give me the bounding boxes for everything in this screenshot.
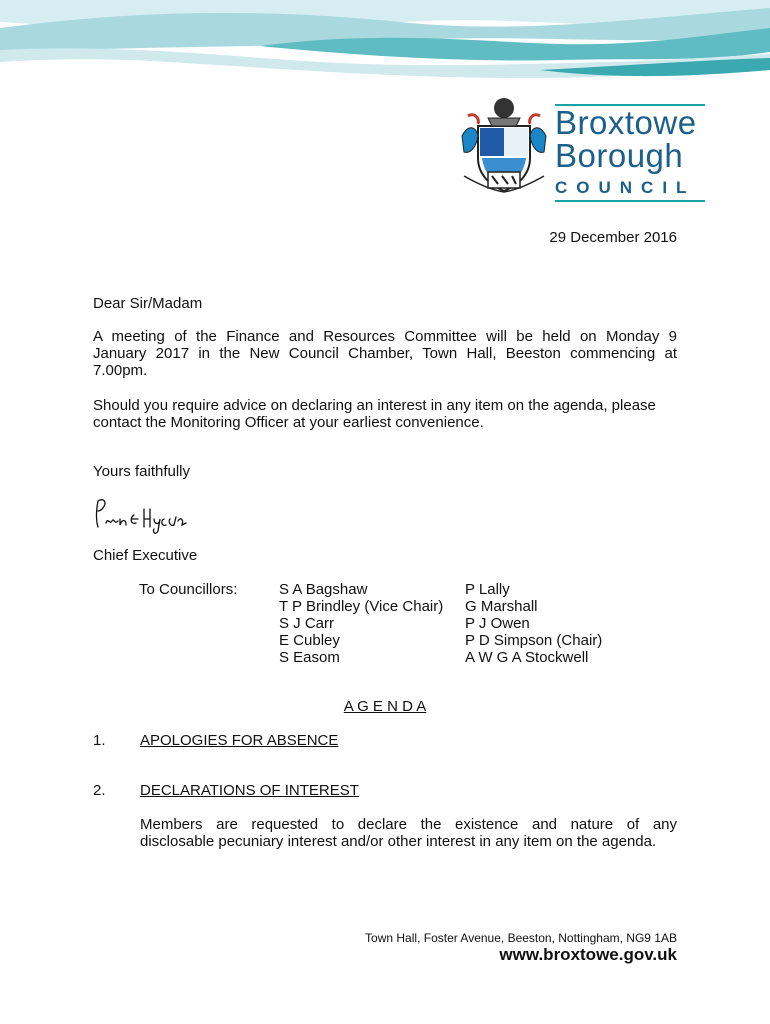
meeting-paragraph-line: January 2017 in the New Council Chamber, Town Hall, Beeston commencing at [93,345,677,362]
logo-word-council: COUNCIL [555,178,705,202]
agenda-heading: A G E N D A [343,698,427,715]
meeting-paragraph-line: A meeting of the Finance and Resources Committee will be held on Monday 9 [93,328,677,345]
councillors-column-1 [279,581,443,666]
coat-of-arms-logo [458,96,550,194]
councillor-name: T P Brindley (Vice Chair) [279,598,444,615]
agenda-item-number: 1. [93,732,106,749]
agenda-item-body-line: disclosable pecuniary interest and/or other interest in any item on the agenda. [140,833,657,850]
footer-website-link[interactable]: www.broxtowe.gov.uk [499,945,677,964]
salutation: Dear Sir/Madam [93,295,203,312]
closing: Yours faithfully [93,463,191,480]
agenda-item-number: 2. [93,782,106,799]
councillor-name: S Easom [279,649,340,666]
signature-image [92,495,190,537]
advice-paragraph-line: contact the Monitoring Officer at your earliest convenience. [93,414,484,431]
logo-word-borough: Borough [555,137,684,174]
meeting-paragraph [93,328,677,379]
councillors-label: To Councillors: [139,581,238,598]
agenda-item-body-line: Members are requested to declare the existence and nature of any [140,816,677,833]
footer-address: Town Hall, Foster Avenue, Beeston, Nottingham, NG9 1AB [365,931,677,945]
signatory-title: Chief Executive [93,547,198,564]
councillor-name: P Lally [465,581,510,598]
advice-paragraph [93,397,683,431]
councillor-name: A W G A Stockwell [465,649,589,666]
logo-word-broxtowe: Broxtowe [555,104,697,141]
agenda-item-title: DECLARATIONS OF INTEREST [140,782,359,799]
agenda-item-title: APOLOGIES FOR ABSENCE [140,732,339,749]
councillor-name: P J Owen [465,615,530,632]
meeting-paragraph-line: 7.00pm. [93,362,148,379]
header-wave-graphic [0,0,770,95]
councillor-name: E Cubley [279,632,340,649]
councillor-name: G Marshall [465,598,538,615]
letter-date: 29 December 2016 [549,229,677,246]
councillors-column-2 [465,581,602,666]
agenda-item-body [140,816,677,850]
councillor-name: S A Bagshaw [279,581,368,598]
councillor-name: S J Carr [279,615,335,632]
councillor-name: P D Simpson (Chair) [465,632,603,649]
council-logo-text [555,104,705,202]
advice-paragraph-line: Should you require advice on declaring an interest in any item on the agenda, please [93,397,656,414]
